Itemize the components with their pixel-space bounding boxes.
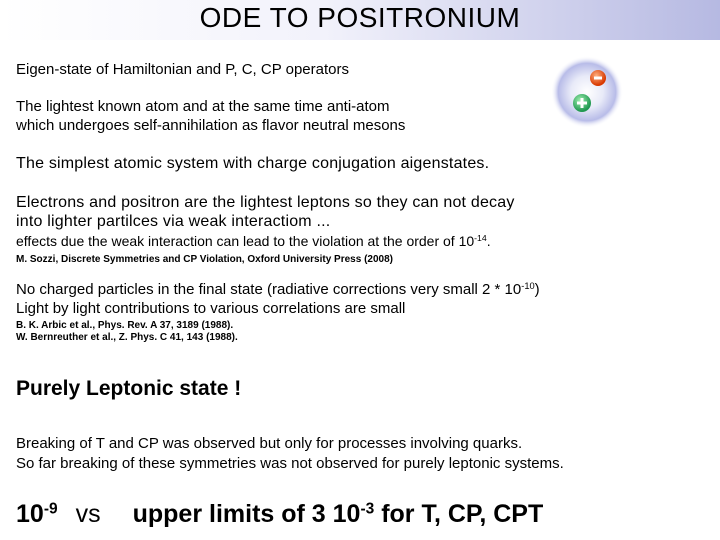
breaking-line-1: Breaking of T and CP was observed but only for processes involving quarks.: [16, 435, 523, 452]
final-value: $10^{-9}$: [16, 500, 58, 528]
purely-leptonic-heading: Purely Leptonic state !: [16, 377, 242, 400]
charged-line: No charged particles in the final state (radiative corrections very small $2 * 10^{-10}$): [16, 280, 540, 298]
sozzi-reference: M. Sozzi, Discrete Symmetries and CP Violation, Oxford University Press (2008): [16, 254, 393, 265]
breaking-line-2: So far breaking of these symmetries was not observed for purely leptonic systems.: [16, 455, 564, 472]
arbic-reference: B. K. Arbic et al., Phys. Rev. A 37, 3189 (1988).: [16, 320, 234, 331]
final-limits: upper limits of 3 $10^{-3}$ for T, CP, CPT: [132, 500, 544, 528]
effects-line: effects due the weak interaction can lead to the violation at the order of $10^{-14}$.: [16, 233, 491, 249]
electrons-line-2: into lighter partilces via weak interactiom ...: [16, 213, 331, 230]
bernreuther-reference: W. Bernreuther et al., Z. Phys. C 41, 143 (1988).: [16, 332, 238, 343]
eigen-line: Eigen-state of Hamiltonian and P, C, CP operators: [16, 61, 349, 78]
positronium-atom-icon: [551, 56, 623, 128]
final-vs: vs: [75, 500, 101, 528]
light-by-light-line: Light by light contributions to various correlations are small: [16, 300, 406, 317]
simplest-line: The simplest atomic system with charge conjugation aigenstates.: [16, 155, 490, 172]
lightest-line-2: which undergoes self-annihilation as flavor neutral mesons: [16, 117, 406, 134]
lightest-line-1: The lightest known atom and at the same time anti-atom: [16, 98, 390, 115]
final-comparison-line: [16, 500, 543, 529]
electrons-line-1: Electrons and positron are the lightest leptons so they can not decay: [16, 194, 515, 211]
slide-title: ODE TO POSITRONIUM: [199, 2, 521, 33]
